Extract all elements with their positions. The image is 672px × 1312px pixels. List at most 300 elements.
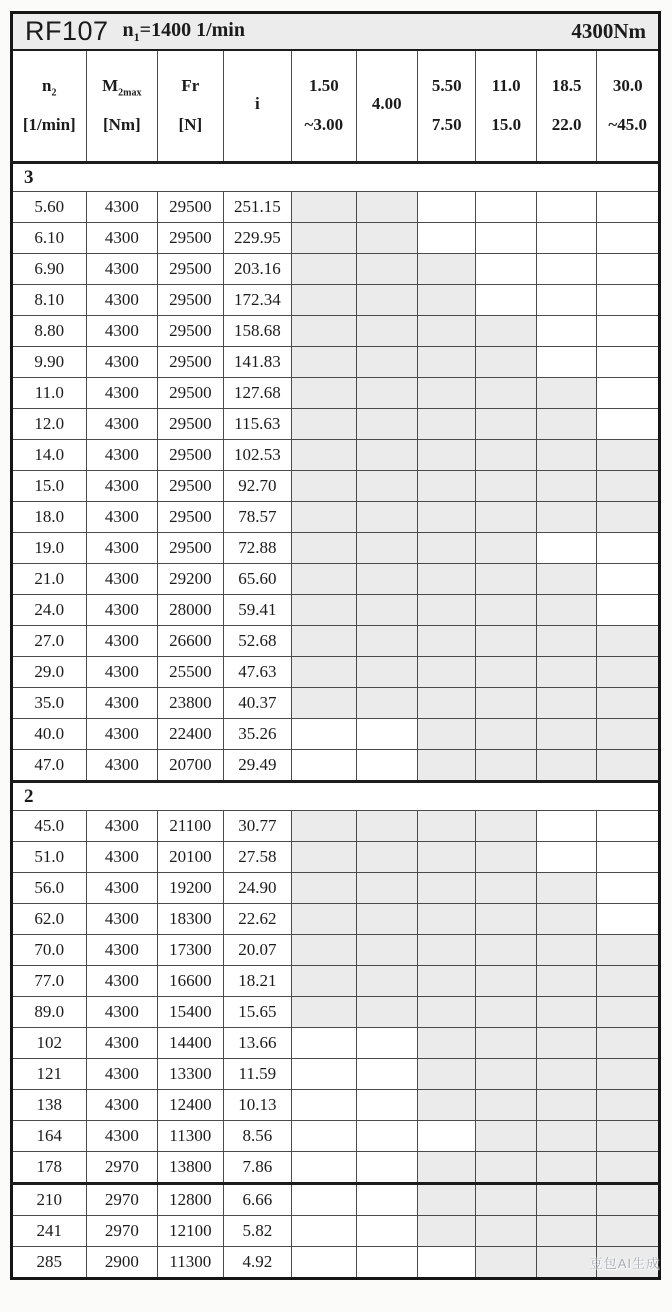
n2-cell: 11.0 [12, 378, 87, 409]
ratio-available-cell [476, 626, 536, 657]
ratio-unavailable-cell [597, 254, 660, 285]
table-row [12, 688, 660, 719]
fr-cell: 29500 [158, 316, 223, 347]
ratio-available-cell [356, 254, 417, 285]
ratio-unavailable-cell [356, 719, 417, 750]
fr-cell: 14400 [158, 1028, 223, 1059]
fr-cell: 19200 [158, 873, 223, 904]
fr-cell: 18300 [158, 904, 223, 935]
ratio-available-cell [536, 564, 596, 595]
n2-cell: 89.0 [12, 997, 87, 1028]
m2max-cell: 2970 [86, 1152, 158, 1184]
n2-cell: 77.0 [12, 966, 87, 997]
ratio-available-cell [597, 440, 660, 471]
ratio-available-cell [536, 440, 596, 471]
n2-cell: 241 [12, 1216, 87, 1247]
fr-cell: 20100 [158, 842, 223, 873]
ratio-available-cell [292, 223, 356, 254]
ratio-unavailable-cell [597, 347, 660, 378]
ratio-available-cell [418, 811, 476, 842]
ratio-available-cell [536, 409, 596, 440]
ratio-available-cell [418, 502, 476, 533]
section-header-row [12, 782, 660, 811]
i-cell: 65.60 [223, 564, 292, 595]
n2-cell: 102 [12, 1028, 87, 1059]
n2-cell: 51.0 [12, 842, 87, 873]
ratio-available-cell [418, 1216, 476, 1247]
n2-cell: 29.0 [12, 657, 87, 688]
ratio-unavailable-cell [292, 1121, 356, 1152]
n2-cell: 15.0 [12, 471, 87, 502]
model-label: RF107 [25, 16, 109, 46]
n2-cell: 285 [12, 1247, 87, 1279]
ratio-available-cell [292, 811, 356, 842]
i-cell: 229.95 [223, 223, 292, 254]
ratio-available-cell [356, 533, 417, 564]
n2-cell: 62.0 [12, 904, 87, 935]
m2max-cell: 4300 [86, 719, 158, 750]
fr-cell: 20700 [158, 750, 223, 782]
n2-cell: 138 [12, 1090, 87, 1121]
column-header-ratio-1: 1.50 ~3.00 [292, 50, 356, 163]
ratio-available-cell [597, 719, 660, 750]
fr-cell: 12800 [158, 1184, 223, 1216]
ratio-available-cell [418, 440, 476, 471]
fr-cell: 29500 [158, 223, 223, 254]
ratio-available-cell [536, 904, 596, 935]
m2max-cell: 4300 [86, 626, 158, 657]
i-cell: 4.92 [223, 1247, 292, 1279]
fr-cell: 29500 [158, 440, 223, 471]
m2max-cell: 4300 [86, 842, 158, 873]
ratio-available-cell [536, 966, 596, 997]
title-row [12, 13, 660, 51]
i-cell: 20.07 [223, 935, 292, 966]
ratio-available-cell [597, 1121, 660, 1152]
fr-cell: 22400 [158, 719, 223, 750]
ratio-available-cell [536, 1216, 596, 1247]
ratio-unavailable-cell [292, 1152, 356, 1184]
n2-cell: 5.60 [12, 192, 87, 223]
i-cell: 8.56 [223, 1121, 292, 1152]
column-header-fr: Fr [N] [158, 50, 223, 163]
m2max-cell: 4300 [86, 223, 158, 254]
ratio-available-cell [536, 1152, 596, 1184]
m2max-cell: 4300 [86, 657, 158, 688]
m2max-cell: 4300 [86, 440, 158, 471]
ratio-unavailable-cell [418, 1247, 476, 1279]
fr-cell: 15400 [158, 997, 223, 1028]
ratio-available-cell [597, 626, 660, 657]
ratio-available-cell [476, 997, 536, 1028]
fr-cell: 25500 [158, 657, 223, 688]
ratio-available-cell [536, 688, 596, 719]
m2max-cell: 4300 [86, 564, 158, 595]
table-row [12, 966, 660, 997]
ratio-unavailable-cell [356, 750, 417, 782]
ratio-available-cell [536, 471, 596, 502]
ratio-available-cell [418, 409, 476, 440]
m2max-cell: 4300 [86, 966, 158, 997]
ratio-available-cell [536, 1059, 596, 1090]
ratio-available-cell [418, 750, 476, 782]
ratio-available-cell [536, 626, 596, 657]
m2max-cell: 4300 [86, 1028, 158, 1059]
table-row [12, 626, 660, 657]
ratio-available-cell [356, 285, 417, 316]
ratio-available-cell [536, 750, 596, 782]
ratio-available-cell [356, 626, 417, 657]
ratio-available-cell [292, 254, 356, 285]
table-row [12, 750, 660, 782]
ratio-available-cell [292, 347, 356, 378]
ratio-unavailable-cell [597, 564, 660, 595]
fr-cell: 29200 [158, 564, 223, 595]
n2-cell: 47.0 [12, 750, 87, 782]
m2max-cell: 4300 [86, 1059, 158, 1090]
ratio-unavailable-cell [418, 223, 476, 254]
ratio-available-cell [418, 347, 476, 378]
n2-cell: 6.10 [12, 223, 87, 254]
ratio-available-cell [418, 842, 476, 873]
ratio-available-cell [536, 595, 596, 626]
ratio-unavailable-cell [356, 1121, 417, 1152]
ratio-available-cell [476, 966, 536, 997]
m2max-cell: 4300 [86, 1090, 158, 1121]
fr-cell: 23800 [158, 688, 223, 719]
m2max-cell: 4300 [86, 811, 158, 842]
fr-cell: 13800 [158, 1152, 223, 1184]
ratio-unavailable-cell [476, 285, 536, 316]
fr-cell: 29500 [158, 285, 223, 316]
table-body [12, 13, 660, 1279]
ratio-unavailable-cell [476, 254, 536, 285]
input-speed-label: $n_1=1400$ 1/min [122, 19, 245, 44]
ratio-available-cell [476, 873, 536, 904]
ratio-unavailable-cell [536, 347, 596, 378]
ratio-available-cell [292, 997, 356, 1028]
ratio-available-cell [536, 1121, 596, 1152]
ratio-unavailable-cell [356, 1247, 417, 1279]
ratio-unavailable-cell [356, 1184, 417, 1216]
fr-cell: 29500 [158, 378, 223, 409]
i-cell: 78.57 [223, 502, 292, 533]
table-row [12, 873, 660, 904]
ratio-available-cell [418, 719, 476, 750]
m2max-cell: 4300 [86, 750, 158, 782]
ratio-unavailable-cell [292, 1216, 356, 1247]
ratio-available-cell [476, 564, 536, 595]
ratio-available-cell [292, 502, 356, 533]
ratio-available-cell [356, 440, 417, 471]
ratio-available-cell [418, 316, 476, 347]
ratio-available-cell [418, 1059, 476, 1090]
fr-cell: 29500 [158, 347, 223, 378]
fr-cell: 12100 [158, 1216, 223, 1247]
ratio-available-cell [536, 1028, 596, 1059]
ratio-available-cell [418, 471, 476, 502]
ratio-available-cell [418, 966, 476, 997]
ratio-available-cell [418, 688, 476, 719]
ratio-available-cell [476, 719, 536, 750]
ratio-available-cell [292, 285, 356, 316]
ratio-unavailable-cell [356, 1216, 417, 1247]
n2-cell: 6.90 [12, 254, 87, 285]
m2max-cell: 2900 [86, 1247, 158, 1279]
table-row [12, 347, 660, 378]
ratio-available-cell [476, 595, 536, 626]
ratio-available-cell [292, 409, 356, 440]
fr-cell: 17300 [158, 935, 223, 966]
ratio-available-cell [292, 471, 356, 502]
ratio-available-cell [292, 935, 356, 966]
ratio-available-cell [418, 595, 476, 626]
column-header-i: i [223, 50, 292, 163]
ratio-available-cell [356, 316, 417, 347]
i-cell: 22.62 [223, 904, 292, 935]
ratio-available-cell [356, 688, 417, 719]
n2-cell: 164 [12, 1121, 87, 1152]
ratio-unavailable-cell [536, 223, 596, 254]
ratio-available-cell [356, 502, 417, 533]
ratio-available-cell [476, 533, 536, 564]
table-row [12, 192, 660, 223]
ratio-available-cell [476, 378, 536, 409]
ratio-available-cell [292, 316, 356, 347]
ratio-unavailable-cell [597, 378, 660, 409]
table-row [12, 842, 660, 873]
ai-watermark: 豆包AI生成 [589, 1256, 660, 1271]
m2max-cell: 4300 [86, 533, 158, 564]
table-row [12, 223, 660, 254]
ratio-available-cell [292, 657, 356, 688]
ratio-available-cell [418, 997, 476, 1028]
ratio-available-cell [356, 811, 417, 842]
ratio-available-cell [418, 533, 476, 564]
ratio-unavailable-cell [356, 1152, 417, 1184]
i-cell: 11.59 [223, 1059, 292, 1090]
ratio-available-cell [476, 471, 536, 502]
table-row [12, 502, 660, 533]
fr-cell: 29500 [158, 533, 223, 564]
m2max-cell: 4300 [86, 502, 158, 533]
table-row [12, 1216, 660, 1247]
ratio-available-cell [418, 1090, 476, 1121]
ratio-available-cell [476, 1028, 536, 1059]
ratio-available-cell [418, 935, 476, 966]
table-row [12, 254, 660, 285]
ratio-available-cell [476, 688, 536, 719]
table-row [12, 316, 660, 347]
ratio-available-cell [476, 750, 536, 782]
ratio-available-cell [418, 564, 476, 595]
ratio-available-cell [292, 688, 356, 719]
m2max-cell: 4300 [86, 595, 158, 626]
m2max-cell: 4300 [86, 873, 158, 904]
i-cell: 5.82 [223, 1216, 292, 1247]
ratio-available-cell [292, 873, 356, 904]
ratio-available-cell [597, 1028, 660, 1059]
fr-cell: 11300 [158, 1247, 223, 1279]
m2max-cell: 4300 [86, 997, 158, 1028]
ratio-available-cell [418, 657, 476, 688]
table-row [12, 285, 660, 316]
m2max-cell: 4300 [86, 688, 158, 719]
ratio-unavailable-cell [292, 1028, 356, 1059]
ratio-available-cell [418, 378, 476, 409]
ratio-unavailable-cell [292, 1059, 356, 1090]
fr-cell: 29500 [158, 502, 223, 533]
m2max-cell: 4300 [86, 904, 158, 935]
i-cell: 102.53 [223, 440, 292, 471]
ratio-available-cell [476, 1059, 536, 1090]
table-row [12, 1152, 660, 1184]
ratio-available-cell [536, 719, 596, 750]
ratio-available-cell [356, 935, 417, 966]
i-cell: 47.63 [223, 657, 292, 688]
gear-unit-rating-table [10, 11, 661, 1280]
ratio-unavailable-cell [356, 1059, 417, 1090]
fr-cell: 16600 [158, 966, 223, 997]
i-cell: 172.34 [223, 285, 292, 316]
i-cell: 15.65 [223, 997, 292, 1028]
ratio-available-cell [597, 471, 660, 502]
ratio-available-cell [356, 873, 417, 904]
ratio-available-cell [418, 873, 476, 904]
n2-cell: 210 [12, 1184, 87, 1216]
ratio-available-cell [597, 1090, 660, 1121]
ratio-available-cell [356, 223, 417, 254]
i-cell: 127.68 [223, 378, 292, 409]
m2max-cell: 4300 [86, 409, 158, 440]
i-cell: 203.16 [223, 254, 292, 285]
i-cell: 141.83 [223, 347, 292, 378]
table-row [12, 595, 660, 626]
i-cell: 115.63 [223, 409, 292, 440]
i-cell: 52.68 [223, 626, 292, 657]
n2-cell: 14.0 [12, 440, 87, 471]
ratio-available-cell [476, 1247, 536, 1279]
ratio-available-cell [597, 1184, 660, 1216]
ratio-available-cell [597, 502, 660, 533]
ratio-available-cell [356, 842, 417, 873]
i-cell: 13.66 [223, 1028, 292, 1059]
ratio-available-cell [356, 657, 417, 688]
ratio-unavailable-cell [356, 1028, 417, 1059]
ratio-available-cell [292, 626, 356, 657]
ratio-unavailable-cell [597, 192, 660, 223]
m2max-cell: 4300 [86, 471, 158, 502]
ratio-available-cell [292, 378, 356, 409]
n2-cell: 24.0 [12, 595, 87, 626]
ratio-unavailable-cell [597, 811, 660, 842]
ratio-available-cell [292, 842, 356, 873]
ratio-unavailable-cell [597, 595, 660, 626]
fr-cell: 12400 [158, 1090, 223, 1121]
ratio-available-cell [476, 409, 536, 440]
ratio-unavailable-cell [597, 904, 660, 935]
ratio-available-cell [597, 688, 660, 719]
table-row [12, 409, 660, 440]
ratio-unavailable-cell [597, 409, 660, 440]
title-cell [12, 13, 660, 51]
n2-cell: 9.90 [12, 347, 87, 378]
column-header-ratio-4: 11.0 15.0 [476, 50, 536, 163]
ratio-unavailable-cell [536, 316, 596, 347]
ratio-available-cell [536, 1184, 596, 1216]
section-stage-label: 3 [12, 163, 660, 192]
n2-cell: 178 [12, 1152, 87, 1184]
i-cell: 251.15 [223, 192, 292, 223]
ratio-available-cell [292, 440, 356, 471]
i-cell: 35.26 [223, 719, 292, 750]
ratio-unavailable-cell [476, 223, 536, 254]
table-row [12, 904, 660, 935]
table-row [12, 719, 660, 750]
ratio-available-cell [292, 966, 356, 997]
fr-cell: 29500 [158, 254, 223, 285]
i-cell: 27.58 [223, 842, 292, 873]
ratio-available-cell [418, 904, 476, 935]
fr-cell: 29500 [158, 192, 223, 223]
ratio-available-cell [536, 1247, 596, 1279]
ratio-available-cell [597, 966, 660, 997]
n2-cell: 19.0 [12, 533, 87, 564]
ratio-available-cell [292, 564, 356, 595]
ratio-available-cell [418, 1152, 476, 1184]
table-row [12, 935, 660, 966]
column-header-n2: $n_2$ [1/min] [12, 50, 87, 163]
ratio-available-cell [536, 378, 596, 409]
n2-cell: 12.0 [12, 409, 87, 440]
table-row [12, 378, 660, 409]
ratio-available-cell [292, 595, 356, 626]
i-cell: 40.37 [223, 688, 292, 719]
i-cell: 158.68 [223, 316, 292, 347]
ratio-available-cell [476, 1121, 536, 1152]
m2max-cell: 2970 [86, 1184, 158, 1216]
ratio-available-cell [418, 1184, 476, 1216]
ratio-available-cell [356, 997, 417, 1028]
fr-cell: 13300 [158, 1059, 223, 1090]
i-cell: 6.66 [223, 1184, 292, 1216]
ratio-available-cell [476, 842, 536, 873]
ratio-available-cell [476, 657, 536, 688]
ratio-available-cell [418, 626, 476, 657]
ratio-unavailable-cell [476, 192, 536, 223]
ratio-available-cell [418, 254, 476, 285]
i-cell: 24.90 [223, 873, 292, 904]
ratio-available-cell [476, 1216, 536, 1247]
ratio-available-cell [476, 440, 536, 471]
m2max-cell: 4300 [86, 1121, 158, 1152]
ratio-unavailable-cell [418, 192, 476, 223]
n2-cell: 27.0 [12, 626, 87, 657]
ratio-unavailable-cell [292, 750, 356, 782]
i-cell: 72.88 [223, 533, 292, 564]
ratio-available-cell [536, 1090, 596, 1121]
i-cell: 59.41 [223, 595, 292, 626]
ratio-unavailable-cell [292, 1247, 356, 1279]
ratio-available-cell [476, 935, 536, 966]
column-header-ratio-3: 5.50 7.50 [418, 50, 476, 163]
fr-cell: 21100 [158, 811, 223, 842]
ratio-available-cell [597, 750, 660, 782]
ratio-unavailable-cell [356, 1090, 417, 1121]
ratio-unavailable-cell [597, 842, 660, 873]
ratio-unavailable-cell [536, 842, 596, 873]
n2-cell: 8.80 [12, 316, 87, 347]
